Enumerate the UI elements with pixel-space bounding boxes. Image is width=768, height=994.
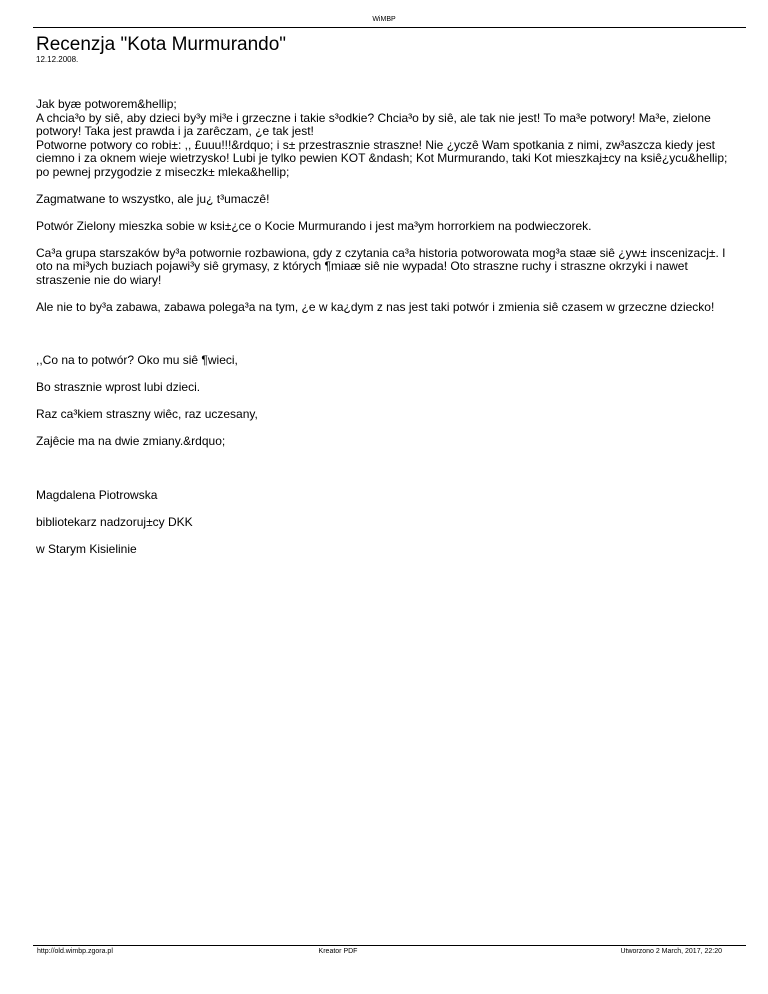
poem-line-1: ,,Co na to potwór? Oko mu siê ¶wieci, [36,353,238,367]
header-divider [33,27,746,28]
poem-line-2: Bo strasznie wprost lubi dzieci. [36,380,201,394]
paragraph-fun: Ale nie to by³a zabawa, zabawa polega³a na tym, ¿e w ka¿dym z nas jest taki potwór i zmienia siê czasem w grzeczne dziecko! [36,299,715,314]
article-body [36,98,736,556]
intro-line-3: Potworne potwory co robi±: ,, £uuu!!!&rdquo; i s± przestrasznie straszne! Nie ¿yczê Wam spotkania z nimi, zw³aszcza kiedy jest ciemno i za oknem wieje wietrzysko! Lubi je tylko pewien KOT &ndash; Kot Murmurando, taki Kot mieszkaj±cy na ksiê¿ycu&hellip; po pewnej przygodzie z miseczk± mleka&hellip; [36,137,728,179]
poem-line-4: Zajêcie ma na dwie zmiany.&rdquo; [36,434,226,448]
site-header: WiMBP [372,16,396,23]
intro-line-1: Jak byæ potworem&hellip; [36,97,177,111]
article-title: Recenzja "Kota Murmurando" [36,34,287,55]
paragraph-explain: Zagmatwane to wszystko, ale ju¿ t³umaczê! [36,191,270,206]
paragraph-monster: Potwór Zielony mieszka sobie w ksi±¿ce o Kocie Murmurando i jest ma³ym horrorkiem na podwieczorek. [36,218,592,233]
footer-generator: Kreator PDF [318,948,358,955]
article-date: 12.12.2008. [36,55,79,64]
signature-role: bibliotekarz nadzoruj±cy DKK [36,514,193,529]
footer-created: Utworzono 2 March, 2017, 22:20 [620,948,722,955]
footer-divider [33,945,746,946]
intro-line-2: A chcia³o by siê, aby dzieci by³y mi³e i grzeczne i takie s³odkie? Chcia³o by siê, ale tak nie jest! To ma³e potwory! Ma³e, zielone potwory! Taka jest prawda i ja zarêczam, ¿e tak jest! [36,110,711,138]
signature-location: w Starym Kisielinie [36,541,137,556]
signature-name: Magdalena Piotrowska [36,487,158,502]
paragraph-group: Ca³a grupa starszaków by³a potwornie rozbawiona, gdy z czytania ca³a historia potworowata mog³a staæ siê ¿yw± inscenizacj±. I oto na mi³ych buziach pojawi³y siê grymasy, z których ¶miaæ siê nie wypada! Oto straszne ruchy i straszne okrzyki i nawet straszenie nie do wiary! [36,245,726,287]
footer-url: http://old.wimbp.zgora.pl [37,948,113,955]
poem-line-3: Raz ca³kiem straszny wiêc, raz uczesany, [36,407,258,421]
